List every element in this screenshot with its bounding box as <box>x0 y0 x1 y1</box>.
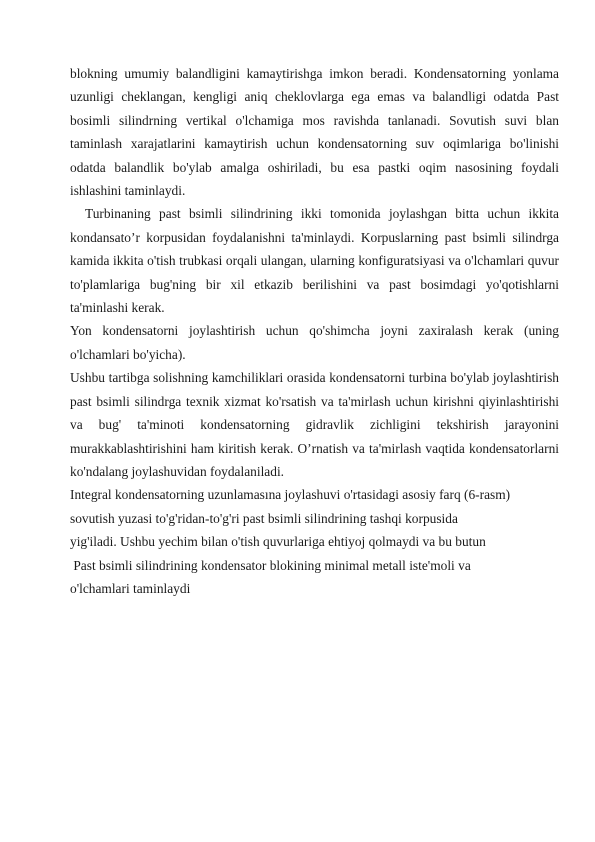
paragraph-kondensator-dimensions: blokning umumiy balandligini kamaytirishga imkon beradi. Kondensatorning yonlama uzunligi cheklangan, kengligi aniq cheklovlarga ega emas va balandligi odatda Past bosimli silindrning vertikal o'lchamiga mos ravishda tanlanadi. Sovutish suvi blan taminlash xarajatlarini kamaytirish uchun kondensatorning suv oqimlariga bo'linishi odatda balandlik bo'ylab amalga oshiriladi, bu esa pastki oqim nasosining foydali ishlashini taminlaydi. <box>70 66 559 199</box>
text-line: o'lchamlari taminlaydi <box>70 580 191 596</box>
text-line: yig'iladi. Ushbu yechim bilan o'tish quvurlariga ehtiyoj qolmaydi va bu butun <box>70 534 486 550</box>
text-line: Integral kondensatorning uzunlamasına joylashuvi o'rtasidagi asosiy farq (6-rasm) <box>70 487 511 503</box>
paragraph-side-kondensator-layout: Turbinaning past bsimli silindrining ikki tomonida joylashgan bitta uchun ikkita kondansato’r korpusidan foydalanishni ta'minlaydi. Korpuslarning past bsimli silindrga kamida ikkita o'tish trubkasi orqali ulangan, ularning konfiguratsiyasi va o'lchamlari quvur to'plamlariga bug'ning bir xil etkazib berilishini va past bosimdagi yo'qotishlarni ta'minlashi kerak. <box>70 206 559 316</box>
text-line: sovutish yuzasi to'g'ridan-to'g'ri past bsimli silindrining tashqi korpusida <box>70 510 458 526</box>
paragraph-layout-drawbacks: Ushbu tartibga solishning kamchiliklari orasida kondensatorni turbina bo'ylab joylashtirish past bsimli silindrga texnik xizmat ko'rsatish va ta'mirlash uchun kirishni qiyinlashtirishi va bug' ta'minoti kondensatorning gidravlik zichligini tekshirish jarayonini murakkablashtirishini ham kiritish kerak. O’rnatish va ta'mirlash vaqtida kondensatorlarni ko'ndalang joylashuvidan foydalaniladi. <box>70 370 559 479</box>
paragraph-space-reservation: Yon kondensatorni joylashtirish uchun qo'shimcha joyni zaxiralash kerak (uning o'lchamlari bo'yicha). <box>70 323 559 362</box>
text-line: Past bsimli silindrining kondensator blokining minimal metall iste'moli va <box>70 557 471 573</box>
document-page <box>70 62 559 600</box>
